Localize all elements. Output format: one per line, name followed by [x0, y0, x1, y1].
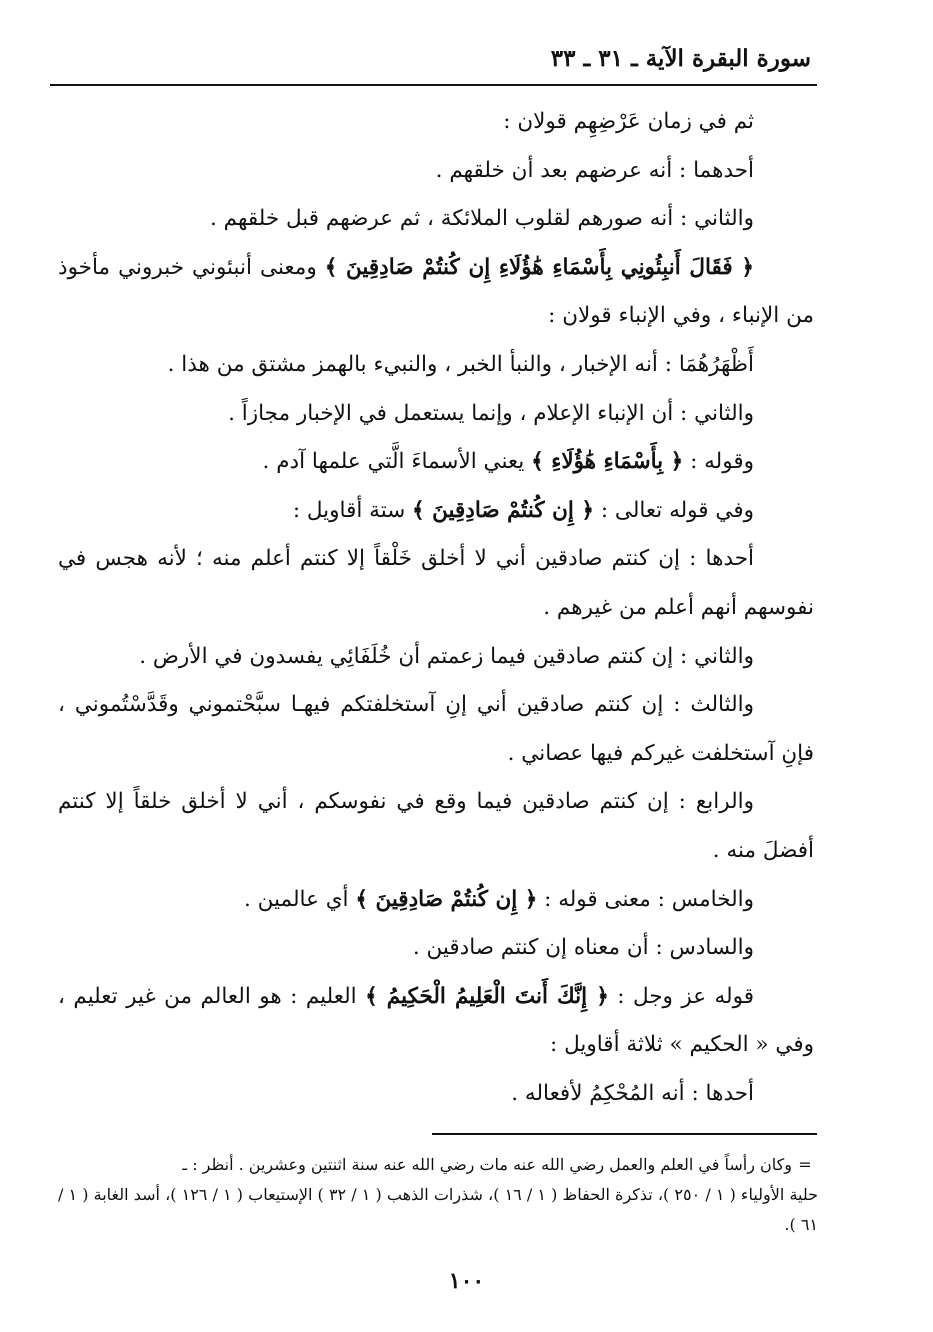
paragraph: [58, 1070, 814, 1119]
footnote-text: وكان رأساً في العلم والعمل رضي الله عنه مات رضي الله عنه سنة اثنتين وعشرين . أنظر : ـ: [182, 1155, 792, 1174]
paragraph-text: والسادس : أن معناه إن كنتم صادقين .: [412, 935, 754, 961]
paragraph: [58, 438, 814, 487]
page-number: ١٠٠: [448, 1268, 485, 1294]
footnote-marker: =: [798, 1155, 812, 1174]
paragraph-text: أي عالمين .: [244, 886, 356, 912]
paragraph-text: ستة أقاويل :: [292, 497, 413, 523]
paragraph: [58, 487, 814, 536]
paragraph-text: أحدها : أنه المُحْكِمُ لأفعاله .: [511, 1080, 754, 1106]
paragraph: [58, 195, 814, 244]
paragraph-text: أحدهما : أنه عرضهم بعد أن خلقهم .: [435, 157, 754, 183]
footnote: [58, 1150, 818, 1240]
quran-quote: ﴿ إِنَّكَ أَنتَ الْعَلِيمُ الْحَكِيمُ ﴾: [365, 983, 609, 1009]
quran-quote: ﴿ بِأَسْمَاءِ هَٰؤُلَاءِ ﴾: [531, 449, 684, 475]
paragraph-text: أحدها : إن كنتم صادقين أني لا أخلق خَلْقاً إلا كنتم أعلم منه ؛ لأنه هجس في نفوسهم أنهم أعلم من غيرهم .: [58, 546, 814, 620]
paragraph-text: يعني الأسماءَ الَّتي علمها آدم .: [262, 449, 532, 475]
footnote-line: [58, 1180, 818, 1240]
paragraph-text: أَظْهَرُهُمَا : أنه الإخبار ، والنبأ الخبر ، والنبيء بالهمز مشتق من هذا .: [167, 351, 754, 377]
paragraph: [58, 535, 814, 632]
paragraph-text: وقوله :: [683, 449, 754, 475]
paragraph-text: ومعنى أنبئوني خبروني مأخوذ من الإنباء ، وفي الإنباء قولان :: [58, 254, 814, 329]
quran-quote: ﴿ فَقَالَ أَنبِئُونِي بِأَسْمَاءِ هَٰؤُلَاءِ إِن كُنتُمْ صَادِقِينَ ﴾: [324, 254, 754, 280]
paragraph-text: ثم في زمان عَرْضِهِم قولان :: [503, 109, 754, 134]
main-text: [58, 98, 814, 1118]
paragraph-text: والثالث : إن كنتم صادقين أني إنِ آستخلفتكم فيهـا سبَّحْتموني وقَدَّسْتُموني ، فإنِ آستخلفت غيركم فيها عصاني .: [58, 692, 814, 766]
footnote-line: [58, 1150, 818, 1180]
paragraph-text: وفي قوله تعالى :: [593, 497, 754, 523]
paragraph: [58, 147, 814, 196]
paragraph: [58, 244, 814, 341]
header-divider: [50, 84, 817, 86]
paragraph-text: والثاني : أن الإنباء الإعلام ، وإنما يستعمل في الإخبار مجازاً .: [228, 400, 754, 426]
paragraph: [58, 973, 814, 1070]
paragraph: [58, 681, 814, 778]
paragraph: [58, 98, 814, 147]
paragraph-text: والثاني : أنه صورهم لقلوب الملائكة ، ثم عرضهم قبل خلقهم .: [210, 206, 754, 232]
footnote-divider: [432, 1133, 817, 1135]
paragraph: [58, 924, 814, 973]
paragraph-text: العليم : هو العالم من غير تعليم ، وفي « الحكيم » ثلاثة أقاويل :: [58, 983, 814, 1058]
paragraph-text: والخامس : معنى قوله :: [537, 886, 754, 912]
paragraph-text: والرابع : إن كنتم صادقين فيما وقع في نفوسكم ، أني لا أخلق خلقاً إلا كنتم أفضلَ منه .: [58, 789, 814, 863]
quran-quote: ﴿ إِن كُنتُمْ صَادِقِينَ ﴾: [412, 497, 594, 523]
footnote-text: حلية الأولياء ( ١ / ٢٥٠ )، تذكرة الحفاظ ( ١ / ١٦ )، شذرات الذهب ( ١ / ٣٢ ) الإستيعاب ( ١ / ١٢٦ )، أسد الغابة ( ١ / ٦١ ).: [58, 1185, 819, 1234]
paragraph: [58, 341, 814, 390]
paragraph-text: قوله عز وجل :: [608, 983, 754, 1009]
paragraph: [58, 633, 814, 682]
paragraph: [58, 390, 814, 439]
quran-quote: ﴿ إِن كُنتُمْ صَادِقِينَ ﴾: [355, 886, 538, 912]
paragraph: [58, 876, 814, 925]
running-header: سورة البقرة الآية ـ ٣١ ـ ٣٣: [550, 45, 811, 72]
paragraph: [58, 778, 814, 875]
paragraph-text: والثاني : إن كنتم صادقين فيما زعمتم أن خُلَفَائِي يفسدون في الأرض .: [139, 643, 754, 669]
